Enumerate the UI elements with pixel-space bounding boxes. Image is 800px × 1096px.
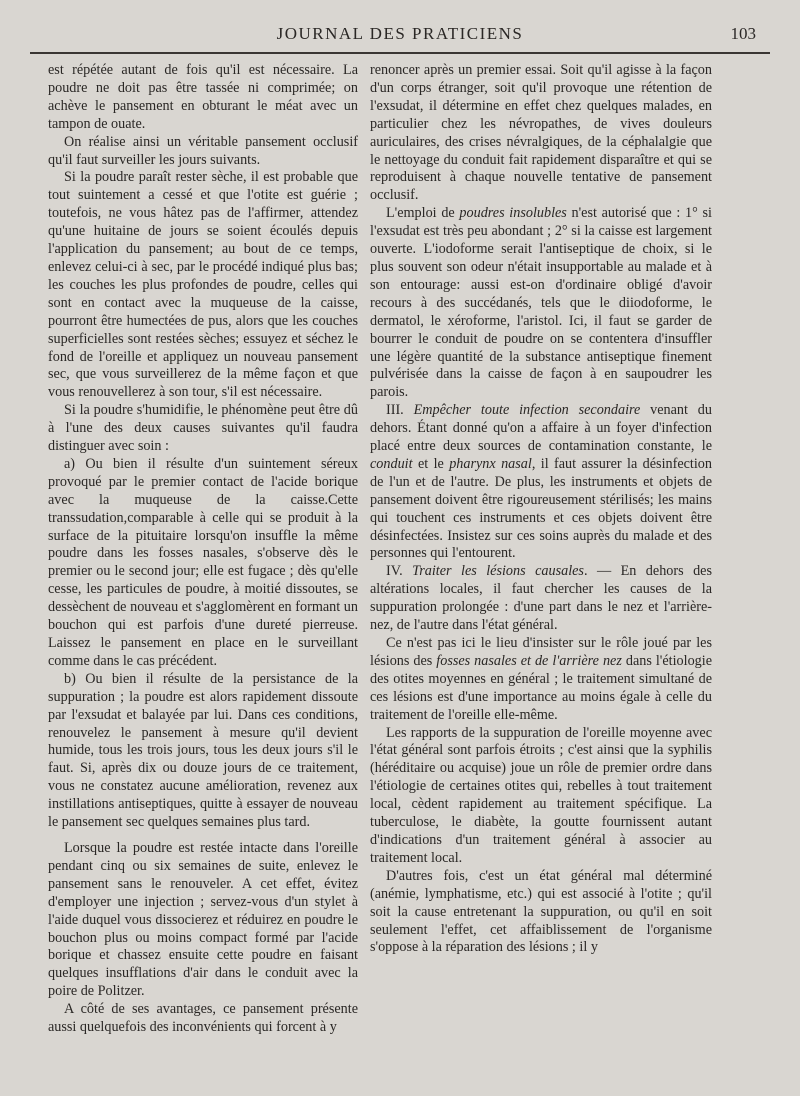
paragraph: est répétée autant de fois qu'il est nécessaire. La poudre ne doit pas être tassée ni comprimée; on achève le pansement en obturant le méat avec un tampon de ouate. xyxy=(48,62,358,132)
section-heading: Traiter les lésions causales xyxy=(412,563,584,580)
paragraph: a) Ou bien il résulte d'un suintement séreux provoqué par le premier contact de l'acide borique avec la muqueuse de la caisse.Cette transsudation,comparable à celle qui se produit à la surface de la pituitaire lorsqu'on insuffle la même poudre dans les fosses nasales, s'observe dès le premier ou le second jour; elle est fugace ; dès qu'elle cesse, les particules de poudre, à moitié dissoutes, se dessèchent de nouveau et s'agglomèrent en formant un bouchon qui est parfois d'une dureté pierreuse. Laissez le pansement en place en le surveillant comme dans le cas précédent. xyxy=(48,455,358,669)
paragraph: Si la poudre s'humidifie, le phénomène peut être dû à l'une des deux causes suivantes qu'il faudra distinguer avec soin : xyxy=(48,402,358,455)
text-run: venant du dehors. Étant donné qu'on a affaire à un foyer d'infection placé entre deux sources de contamination constante, le xyxy=(370,402,712,455)
journal-title: JOURNAL DES PRATICIENS xyxy=(276,24,524,43)
emphasis: poudres insolubles xyxy=(459,205,567,222)
text-run: Ce n'est pas ici le lieu d'insister sur le rôle joué par les lésions des xyxy=(370,635,712,669)
paragraph: renoncer après un premier essai. Soit qu'il agisse à la façon d'un corps étranger, soit qu'il provoque une rétention de l'exsudat, il détermine en effet chez quelques malades, en particulier chez les névropathes, de vives douleurs auriculaires, des crises névralgiques, de la céphalalgie que le nettoyage du conduit fait rapidement disparaître et qui se reproduisent à chaque nouvelle tentative de pansement occlusif. xyxy=(370,62,712,204)
text-run: dans l'étiologie des otites moyennes en général ; le traitement simultané de ces lésions est d'une importance au moins égale à celle du traitement de l'oreille elle-même. xyxy=(370,652,712,723)
right-column xyxy=(370,62,712,1076)
page-header xyxy=(30,18,770,54)
paragraph xyxy=(370,635,712,725)
section-paragraph xyxy=(370,402,712,563)
emphasis: fosses nasales et de l'arrière nez xyxy=(436,652,622,669)
paragraph: Lorsque la poudre est restée intacte dans l'oreille pendant cinq ou six semaines de suite, enlevez le pansement sans le renouveler. A cet effet, évitez d'employer une injection ; servez-vous d'un stylet à l'aide duquel vous dissocierez et réduirez en poudre le bouchon plus ou moins compact formé par l'acide borique et chassez ensuite cette poudre en faisant quelques insufflations d'air dans le conduit avec la poire de Politzer. xyxy=(48,839,358,1000)
paragraph: Si la poudre paraît rester sèche, il est probable que tout suintement a cessé et que l'otite est guérie ; toutefois, ne vous hâtez pas de l'affirmer, attendez qu'une huitaine de jours se soient écoulés depuis l'application du pansement; au bout de ce temps, enlevez celui-ci à sec, par le procédé indiqué plus bas; les couches les plus profondes de poudre, celles qui sont en contact avec la muqueuse de la caisse, pourront être humectées de pus, alors que les couches superficielles sont restées sèches; essuyez et séchez le fond de l'oreille et appliquez un nouveau pansement sec, que vous surveillerez de la même façon et que vous renouvellerez à son tour, s'il est nécessaire. xyxy=(48,169,358,401)
text-run: . — En dehors des altérations locales, il faut chercher les causes de la suppuration prolongée : d'une part dans le nez et l'arrière-nez, de l'autre dans l'état général. xyxy=(370,563,712,634)
text-run: III. xyxy=(386,402,414,419)
text-run: IV. xyxy=(386,563,413,580)
section-paragraph xyxy=(370,563,712,635)
paragraph: A côté de ses avantages, ce pansement présente aussi quelquefois des inconvénients qui forcent à y xyxy=(48,1001,358,1036)
text-run: et le xyxy=(412,455,450,472)
text-run: , il faut assurer la désinfection de l'un et de l'autre. De plus, les instruments et objets de pansement doivent être rigoureusement stérilisés; les mains qui touchent ces instruments et ces objets doivent être désinfectées. Insistez sur ces soins auprès du malade et des personnes qui l'entourent. xyxy=(370,455,712,562)
paragraph: D'autres fois, c'est un état général mal déterminé (anémie, lymphatisme, etc.) qui est associé à l'otite ; qu'il soit la cause entretenant la suppuration, ou qu'il en soit seulement l'effet, cet affaiblissement de l'organisme s'oppose à la réparation des lésions ; il y xyxy=(370,867,712,956)
page-number: 103 xyxy=(730,24,756,43)
left-column xyxy=(48,62,358,1076)
text-run: L'emploi de xyxy=(386,205,460,222)
emphasis: pharynx nasal xyxy=(449,455,532,472)
paragraph xyxy=(370,205,712,402)
emphasis: conduit xyxy=(370,455,413,472)
section-heading: Empêcher toute infection secondaire xyxy=(413,402,641,419)
paragraph: Les rapports de la suppuration de l'oreille moyenne avec l'état général sont parfois étroits ; c'est ainsi que la syphilis (héréditaire ou acquise) joue un rôle de premier ordre dans l'étiologie de certaines otites qui, rebelles à tout traitement local, cèdent rapidement au traitement spécifique. La tuberculose, le diabète, la goutte fournissent autant d'indications d'un traitement général à associer au traitement local. xyxy=(370,724,712,866)
paragraph: On réalise ainsi un véritable pansement occlusif qu'il faut surveiller les jours suivants. xyxy=(48,133,358,168)
paragraph: b) Ou bien il résulte de la persistance de la suppuration ; la poudre est alors rapidement dissoute par l'exsudat et balayée par lui. Dans ces conditions, renouvelez le pansement à mesure qu'il devient humide, tous les trois jours, tous les deux jours s'il le faut. Si, après dix ou douze jours de ce traitement, vous ne constatez aucune amélioration, revenez aux instillations antiseptiques, quitte à essayer de nouveau le pansement sec quelques semaines plus tard. xyxy=(48,670,358,831)
text-run: n'est autorisé que : 1° si l'exsudat est très peu abondant ; 2° si la caisse est largement ouverte. L'iodoforme serait l'antiseptique de choix, si le plus souvent son odeur n'était insupportable au malade et à son entourage: aussi est-on d'ordinaire obligé d'avoir recours à des succédanés, tels que le diiodoforme, le dermatol, le xéroforme, l'aristol. Ici, il faut se garder de bourrer le conduit de poudre on se contentera d'insuffler une légère quantité de la substance antiseptique finement pulvérisée dans la caisse de façon à en saupoudrer les parois. xyxy=(370,205,712,401)
